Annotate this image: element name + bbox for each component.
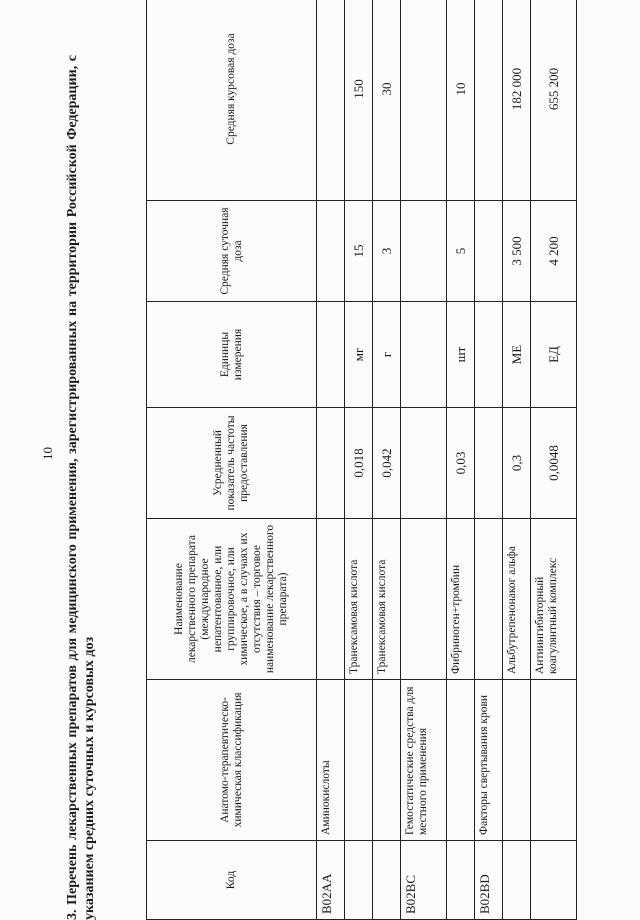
cell-drug-name [400, 519, 446, 680]
section-heading: 3. Перечень лекарственных препаратов для медицинского применения, зарегистрированных на территории Российской Федерации, с указанием средних суточных и курсовых доз [65, 55, 97, 920]
cell-daily-dose: 3 500 [502, 201, 530, 302]
cell-course-dose: 150 [344, 0, 372, 201]
cell-code [502, 841, 530, 920]
cell-course-dose: 655 200 [530, 0, 576, 201]
cell-units: шт [446, 302, 474, 408]
cell-course-dose: 30 [372, 0, 400, 201]
header-atc: Анатомо-терапевтическо-химическая классификация [147, 680, 317, 841]
cell-course-dose [474, 0, 502, 201]
cell-course-dose: 182 000 [502, 0, 530, 201]
table-row [317, 0, 345, 920]
cell-frequency-index: 0,018 [344, 408, 372, 519]
table-row [372, 0, 400, 920]
drug-table [146, 0, 577, 920]
cell-atc [530, 680, 576, 841]
cell-course-dose: 10 [446, 0, 474, 201]
cell-frequency-index [474, 408, 502, 519]
cell-units [317, 302, 345, 408]
cell-atc: Гемостатические средства для местного применения [400, 680, 446, 841]
table-header-row [147, 0, 317, 920]
table-row [474, 0, 502, 920]
table-row [446, 0, 474, 920]
table-body [317, 0, 577, 920]
table-row [344, 0, 372, 920]
cell-code [372, 841, 400, 920]
cell-code: B02BD [474, 841, 502, 920]
cell-frequency-index [317, 408, 345, 519]
table-row [530, 0, 576, 920]
cell-units [400, 302, 446, 408]
cell-drug-name [474, 519, 502, 680]
cell-drug-name [317, 519, 345, 680]
cell-code [530, 841, 576, 920]
cell-code [344, 841, 372, 920]
cell-drug-name: Альбутрепенонаког альфа [502, 519, 530, 680]
cell-daily-dose: 15 [344, 201, 372, 302]
cell-atc: Факторы свертывания крови [474, 680, 502, 841]
cell-daily-dose: 5 [446, 201, 474, 302]
table-row [502, 0, 530, 920]
cell-units: МЕ [502, 302, 530, 408]
cell-units: мг [344, 302, 372, 408]
cell-daily-dose [474, 201, 502, 302]
cell-code: B02BC [400, 841, 446, 920]
cell-frequency-index [400, 408, 446, 519]
cell-frequency-index: 0,0048 [530, 408, 576, 519]
header-course-dose: Средняя курсовая доза [147, 0, 317, 201]
cell-daily-dose: 4 200 [530, 201, 576, 302]
cell-drug-name: Фибриноген+тромбин [446, 519, 474, 680]
table-row [400, 0, 446, 920]
cell-course-dose [400, 0, 446, 201]
cell-course-dose [317, 0, 345, 201]
header-units: Единицы измерения [147, 302, 317, 408]
cell-atc [344, 680, 372, 841]
cell-atc [372, 680, 400, 841]
header-code: Код [147, 841, 317, 920]
cell-daily-dose: 3 [372, 201, 400, 302]
cell-code [446, 841, 474, 920]
header-drug-name: Наименование лекарственного препарата (международное непатентованное, или группировочное, или химическое, а в случаях их отсутствия – торговое наименование лекарственного препарата) [147, 519, 317, 680]
header-daily-dose: Средняя суточная доза [147, 201, 317, 302]
cell-daily-dose [317, 201, 345, 302]
cell-frequency-index: 0,3 [502, 408, 530, 519]
cell-atc [446, 680, 474, 841]
cell-units: г [372, 302, 400, 408]
cell-drug-name: Антиингибиторный коагулянтный комплекс [530, 519, 576, 680]
cell-atc: Аминокислоты [317, 680, 345, 841]
cell-code: B02AA [317, 841, 345, 920]
cell-atc [502, 680, 530, 841]
cell-frequency-index: 0,042 [372, 408, 400, 519]
cell-daily-dose [400, 201, 446, 302]
cell-drug-name: Транексамовая кислота [372, 519, 400, 680]
cell-units [474, 302, 502, 408]
rotated-page-content [64, 33, 579, 920]
page-number: 10 [40, 447, 55, 460]
header-frequency-index: Усредненный показатель частоты предоставления [147, 408, 317, 519]
cell-units: ЕД [530, 302, 576, 408]
cell-frequency-index: 0,03 [446, 408, 474, 519]
cell-drug-name: Транексамовая кислота [344, 519, 372, 680]
